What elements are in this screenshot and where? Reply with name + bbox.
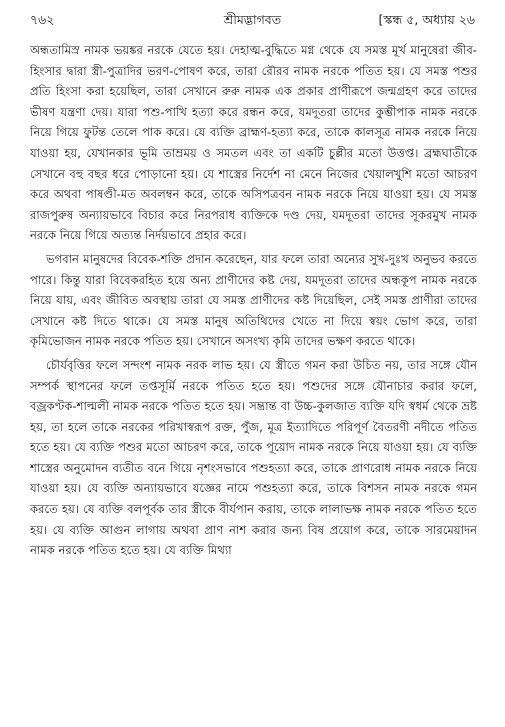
running-title: শ্রীমদ্ভাগবত [223,12,282,27]
paragraph: অন্ধতামিস্র নামক ভয়ঙ্কর নরকে যেতে হয়। দেহাত্ম-বুদ্ধিতে মগ্ন থেকে যে সমস্ত মূর্খ মানুষেরা জীব-হিংসার দ্বারা স্ত্রী-পুত্রাদির ভরণ-পোষণ করে, তারা রৌরব নামক নরকে পতিত হয়। যে সমস্ত পশুর প্রতি হিংসা করা হয়েছিল, তারা সেখানে রুরু নামক এক প্রকার প্রাণীরূপে জন্মগ্রহণ করে তাদের ভীষণ যন্ত্রণা দেয়। যারা পশু-পাখি হত্যা করে রন্ধন করে, যমদূতরা তাদের কুম্ভীপাক নামক নরকে নিয়ে গিয়ে ফুটন্ত তেলে পাক করে। যে ব্যক্তি ব্রাহ্মণ-হত্যা করে, তাকে কালসূত্র নামক নরকে নিয়ে যাওয়া হয়, যেখানকার ভূমি তাম্রময় ও সমতল এবং তা একটি চুল্লীর মতো উত্তপ্ত। ব্রহ্মঘাতীকে সেখানে বহু বছর ধরে পোড়ানো হয়। যে শাস্ত্রের নির্দেশ না মেনে নিজের খেয়ালখুশি মতো আচরণ করে অথবা পাষণ্ডী-মত অবলম্বন করে, তাকে অসিপত্রবন নামক নরকে নিয়ে যাওয়া হয়। যে সমস্ত রাজপুরুষ অন্যায়ভাবে বিচার করে নিরপরাধ ব্যক্তিকে দণ্ড দেয়, যমদূতরা তাদের সূকরমুখ নামক নরকে নিয়ে গিয়ে অত্যন্ত নির্দয়ভাবে প্রহার করে। [30,43,477,243]
page-number: ৭৬২ [30,12,55,27]
paragraph: চৌর্যবৃত্তির ফলে সন্দংশ নামক নরক লাভ হয়। যে স্ত্রীতে গমন করা উচিত নয়, তার সঙ্গে যৌন সম্পর্ক স্থাপনের ফলে তপ্তসূর্মি নরকে পতিত হতে হয়। পশুদের সঙ্গে যৌনাচার করার ফলে, বজ্রকণ্টক-শাল্মলী নামক নরকে পতিত হতে হয়। সম্ভ্রান্ত বা উচ্চ-কুলজাত ব্যক্তি যদি স্বধর্ম থেকে ভ্রষ্ট হয়, তা হলে তাকে নরকের পরিখাস্বরূপ রক্ত, পুঁজ, মূত্র ইত্যাদিতে পরিপূর্ণ বৈতরণী নদীতে পতিত হতে হয়। যে ব্যক্তি পশুর মতো আচরণ করে, তাকে পূয়োদ নামক নরকে নিয়ে যাওয়া হয়। যে ব্যক্তি শাস্ত্রের অনুমোদন ব্যতীত বনে গিয়ে নৃশংসভাবে পশুহত্যা করে, তাকে প্রাণরোধ নামক নরকে নিয়ে যাওয়া হয়। যে ব্যক্তি অন্যায়ভাবে যজ্ঞের নামে পশুহত্যা করে, তাকে বিশসন নামক নরকে গমন করতে হয়। যে ব্যক্তি বলপূর্বক তার স্ত্রীকে বীর্যপান করায়, তাকে লালাভক্ষ নামক নরকে পতিত হতে হয়। যে ব্যক্তি আগুন লাগায় অথবা প্রাণ নাশ করার জন্য বিষ প্রয়োগ করে, তাকে সারমেয়াদন নামক নরকে পতিত হতে হয়। যে ব্যক্তি মিথ্যা [30,357,477,558]
page-body [30,40,477,719]
page-header [30,12,475,32]
chapter-reference: [স্কন্ধ ৫, অধ্যায় ২৬ [378,12,475,27]
paragraph: ভগবান মানুষদের বিবেক-শক্তি প্রদান করেছেন, যার ফলে তারা অন্যের সুখ-দুঃখ অনুভব করতে পারে। কিন্তু যারা বিবেকরহিত হয়ে অন্য প্রাণীদের কষ্ট দেয়, যমদূতরা তাদের অন্ধকূপ নামক নরকে নিয়ে যায়, এবং জীবিত অবস্থায় তারা যে সমস্ত প্রাণীদের কষ্ট দিয়েছিল, সেই সমস্ত প্রাণীরা তাদের সেখানে কষ্ট দিতে থাকে। যে সমস্ত মানুষ অতিথিদের খেতে না দিয়ে স্বয়ং ভোগ করে, তারা কৃমিভোজন নামক নরকে পতিত হয়। সেখানে অসংখ্য কৃমি তাদের ভক্ষণ করতে থাকে। [30,251,477,349]
